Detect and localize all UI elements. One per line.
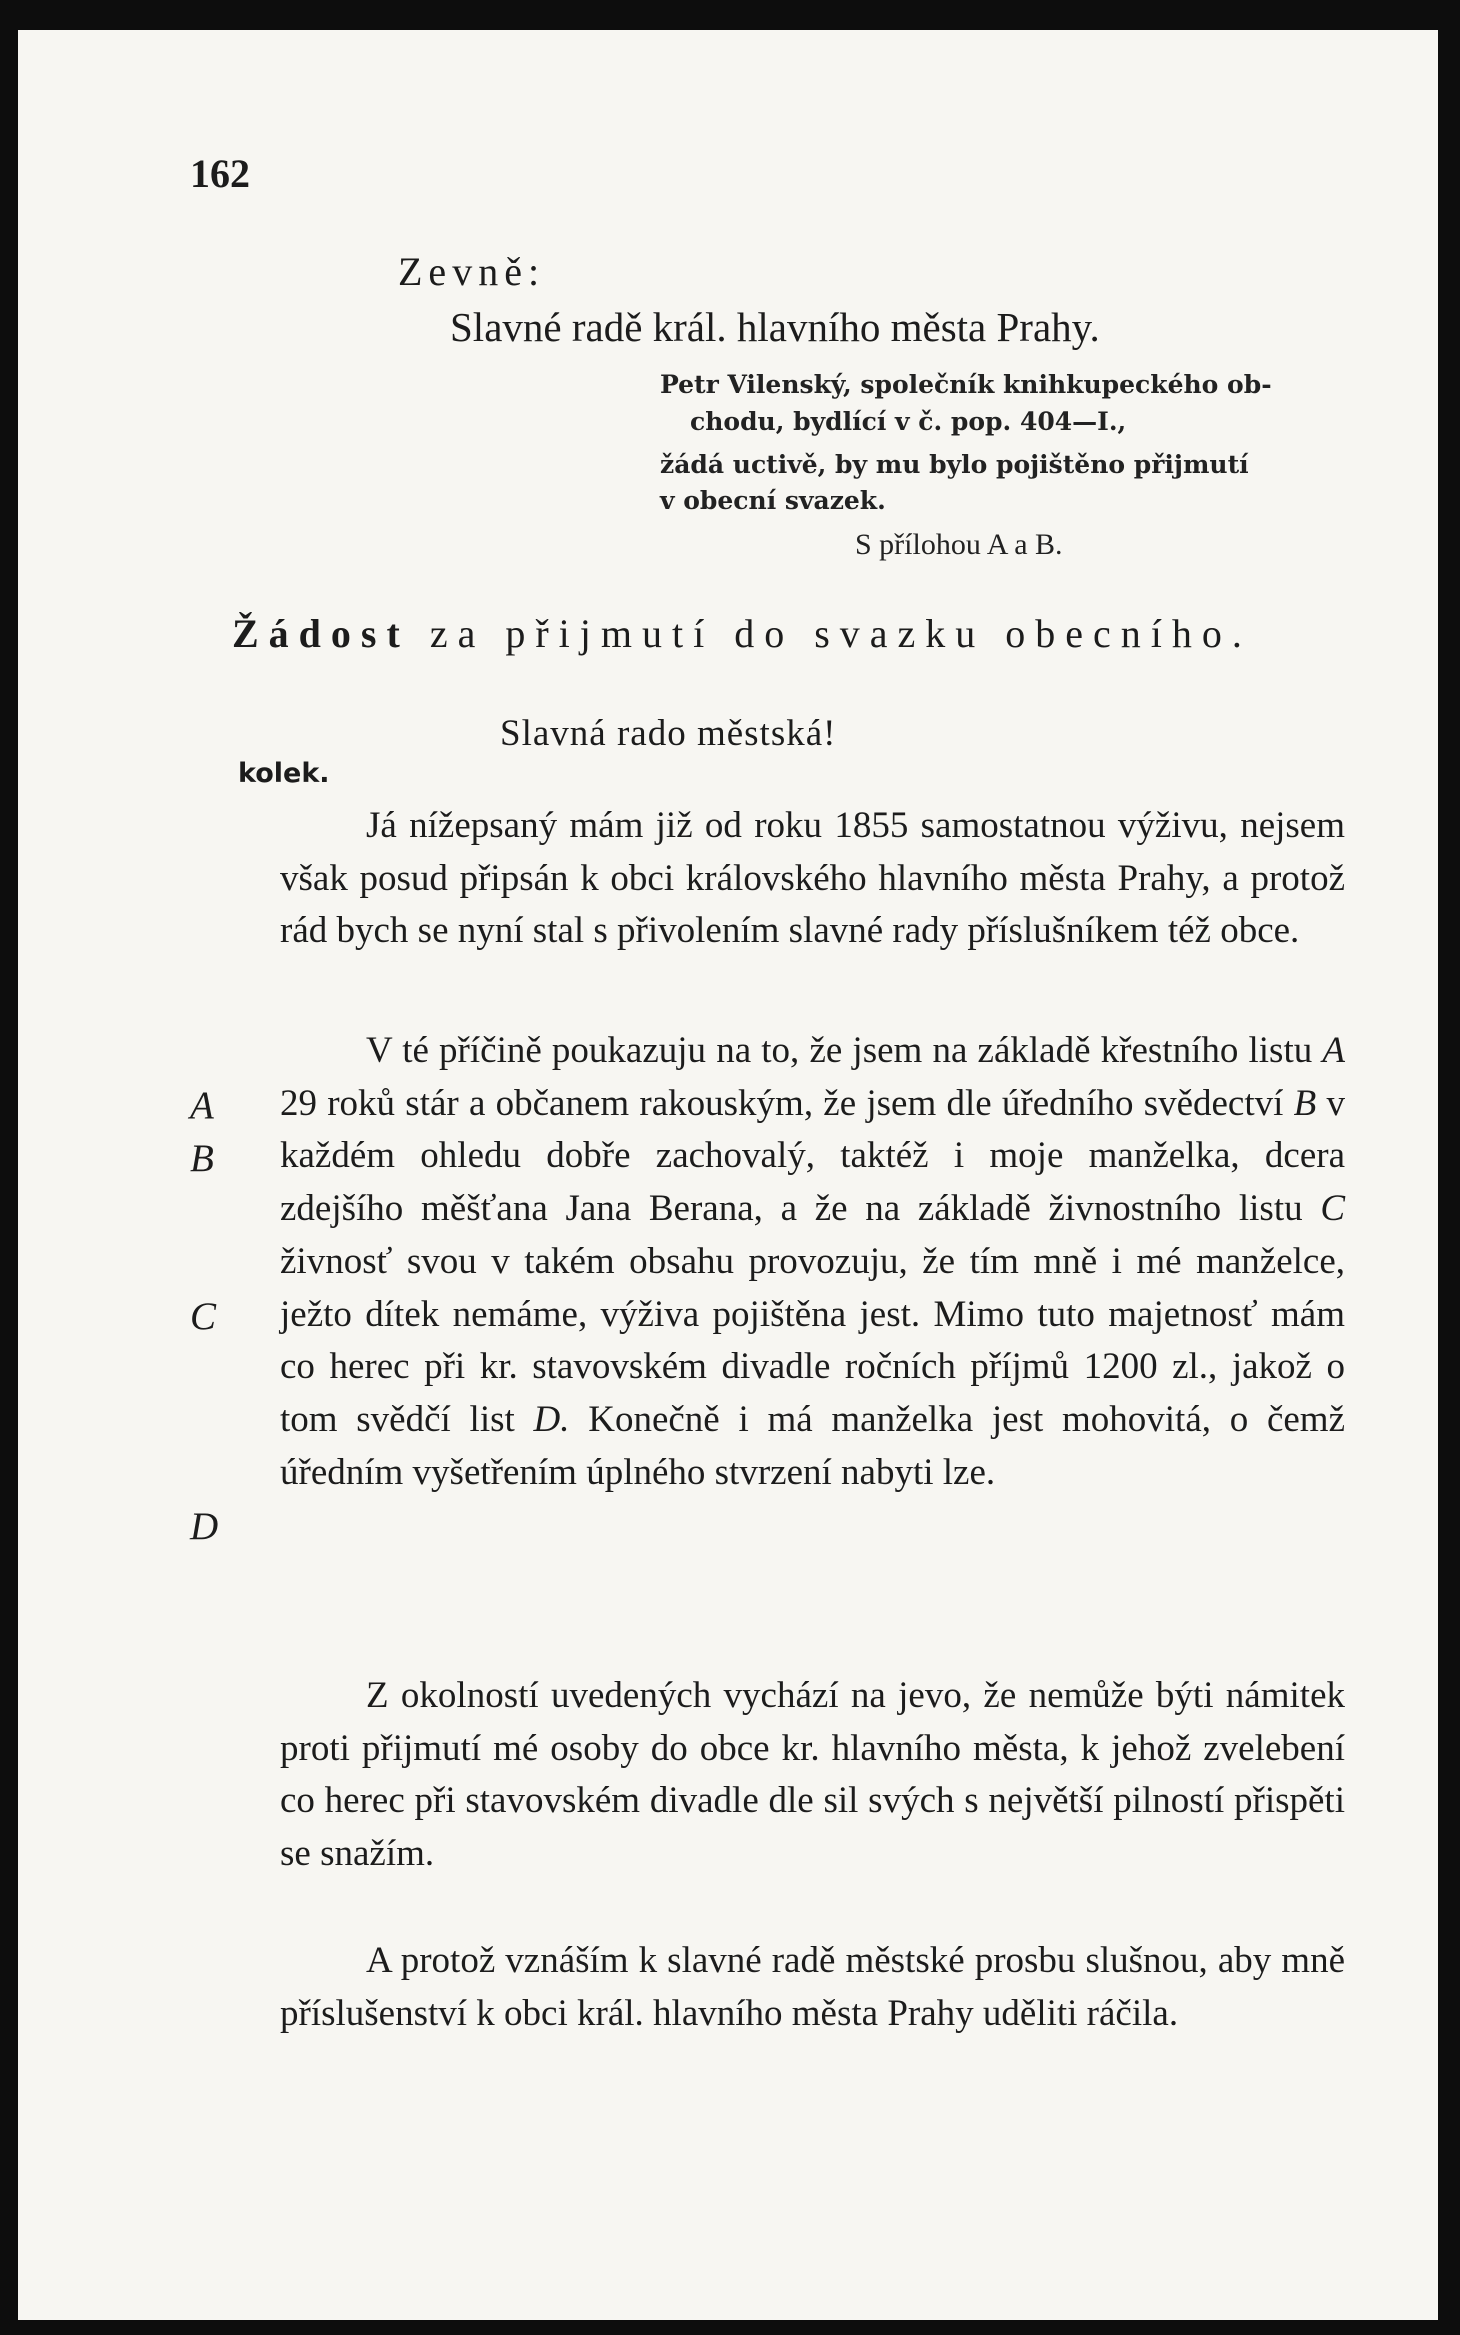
title-part-1: Žádost [232, 611, 410, 656]
paragraph-2-text-e: Konečně i má manželka jest mohovitá, o čemž úředním vyšetřením úplného stvrzení nabyti lze. [280, 1398, 1345, 1493]
paragraph-2-text-b: 29 roků stár a občanem rakouským, že jsem dle úředního svědectví [280, 1082, 1284, 1124]
paragraph-3: Z okolností uvedených vychází na jevo, že nemůže býti námitek proti přijmutí mé osoby do obce kr. hlavního města, k jehož zvelebení co herec při stavovském divadle dle sil svých s největší pilností přispěti se snažím. [280, 1675, 1345, 1875]
sender-line-4: v obecní svazek. [660, 486, 886, 515]
reference-a: A [1322, 1030, 1345, 1071]
salutation: Slavná rado městská! [500, 713, 837, 754]
page-number: 162 [190, 151, 250, 196]
paragraph-2-text-a: V té příčině poukazuju na to, že jsem na základě křestního listu [366, 1030, 1313, 1071]
reference-c: C [1320, 1188, 1345, 1230]
title-part-3: přijmutí do svazku obecního. [505, 611, 1252, 656]
margin-mark-c: C [190, 1295, 217, 1338]
title-part-2: za [429, 611, 486, 656]
sender-line-3: žádá uctivě, by mu bylo pojištěno přijmutí [660, 450, 1249, 479]
reference-d: D. [533, 1398, 570, 1440]
margin-mark-b: B [190, 1137, 214, 1180]
paragraph-4: A protož vznáším k slavné radě městské prosbu slušnou, aby mně příslušenství k obci král. hlavního města Prahy uděliti ráčila. [280, 1940, 1345, 2034]
sender-line-2: chodu, bydlící v č. pop. 404—I., [690, 407, 1127, 436]
paragraph-2 [280, 1025, 1345, 1499]
outside-label: Zevně: [398, 249, 546, 294]
paragraph-2-text-c: v každém ohledu dobře zachovalý, taktéž i moje manželka, dcera zdejšího měšťana Jana Berana, a že na základě živnostního listu [280, 1082, 1346, 1230]
margin-mark-d: D [190, 1505, 219, 1548]
sender-line-1: Petr Vilenský, společník knihkupeckého ob- [660, 370, 1272, 399]
document-title [232, 610, 1252, 657]
margin-mark-a: A [190, 1084, 214, 1127]
stamp-label: kolek. [238, 758, 330, 789]
attachments-note: S přílohou A a B. [855, 528, 1063, 561]
addressee: Slavné radě král. hlavního města Prahy. [450, 304, 1100, 350]
paragraph-2-text-d: živnosť svou v takém obsahu provozuju, že tím mně i mé manželce, ježto dítek nemáme, výživa pojištěna jest. Mimo tuto majetnosť mám co herec při kr. stavovském divadle ročních příjmů 1200 zl., jakož o tom svědčí list [280, 1240, 1345, 1440]
reference-b: B [1293, 1082, 1317, 1124]
paragraph-1: Já nížepsaný mám již od roku 1855 samostatnou výživu, nejsem však posud připsán k obci královského hlavního města Prahy, a protož rád bych se nyní stal s přivolením slavné rady příslušníkem též obce. [280, 805, 1345, 952]
